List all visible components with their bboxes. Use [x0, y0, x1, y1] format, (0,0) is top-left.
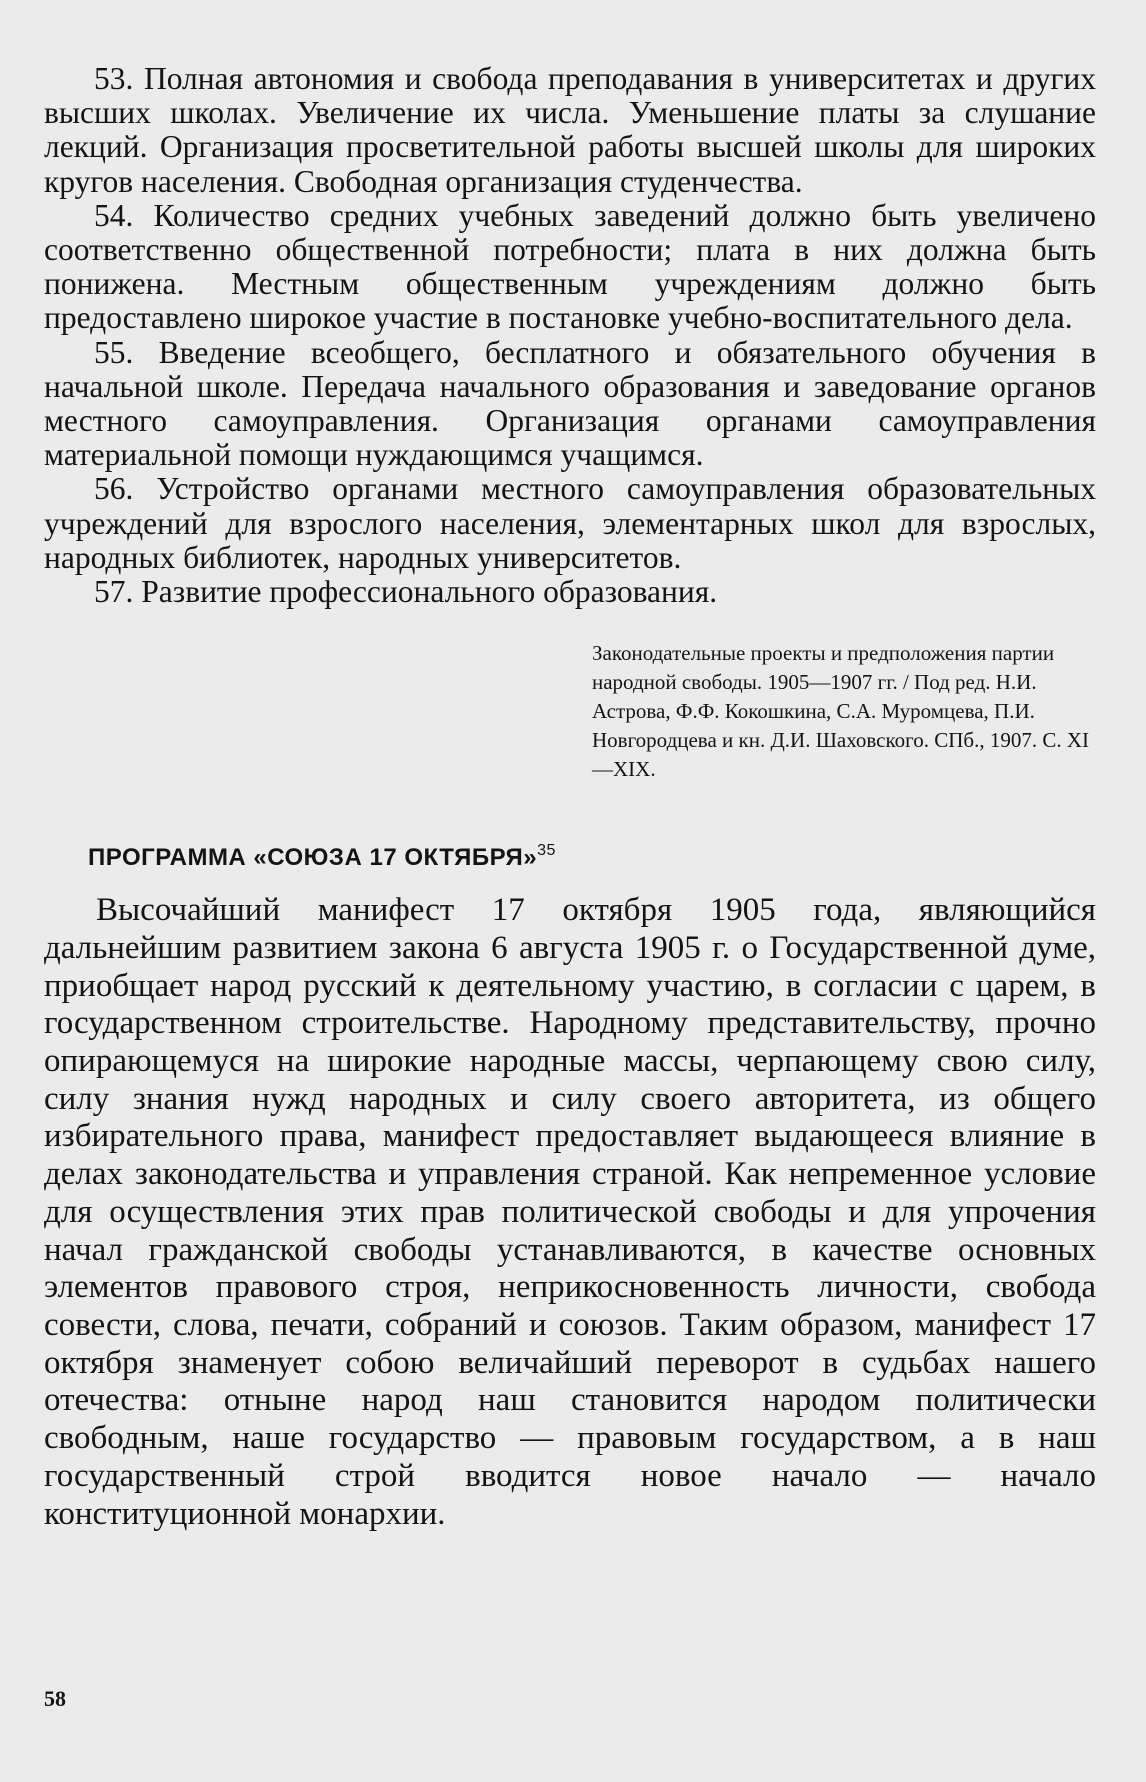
section-heading [88, 842, 1096, 872]
source-citation [592, 639, 1092, 784]
document-page [44, 62, 1096, 1533]
page-number: 58 [44, 1686, 66, 1711]
program-item-56: 56. Устройство органами местного самоуправления образовательных учреждений для взрослого населения, элементарных школ для взрослых, народных библиотек, народных университетов. [44, 471, 1096, 575]
program-item-55: 55. Введение всеобщего, бесплатного и обязательного обучения в начальной школе. Передача начального образования и заведование органов местного самоуправления. Организация органами самоуправления материальной помощи нуждающимся учащимся. [44, 334, 1096, 473]
program-item-53: 53. Полная автономия и свобода преподавания в университетах и других высших школах. Увеличение их числа. Уменьшение платы за слушание лекций. Организация просветительной работы высшей школы для широких кругов населения. Свободная организация студенчества. [44, 61, 1096, 199]
footnote-reference: 35 [537, 842, 556, 860]
program-item-54: 54. Количество средних учебных заведений должно быть увеличено соответственно общественной потребности; плата в них должна быть понижена. Местным общественным учреждениям должно быть предоставлено широкое участие в постановке учебно-воспитательного дела. [44, 197, 1096, 336]
program-item-57: 57. Развитие профессионального образования. [94, 574, 718, 610]
section-body-paragraph: Высочайший манифест 17 октября 1905 года, являющийся дальнейшим развитием закона 6 августа 1905 г. о Государственной думе, приобщает народ русский к деятельному участию, в согласии с царем, в государственном строительстве. Народному представительству, прочно опирающемуся на широкие народные массы, черпающему свою силу, силу знания нужд народных и силу своего авторитета, из общего избирательного права, манифест предоставляет выдающееся влияние в делах законодательства и управления страной. Как непременное условие для осуществления этих прав политической свободы и для упрочения начал гражданской свободы устанавливаются, в качестве основных элементов правового строя, неприкосновенность личности, свобода совести, слова, печати, собраний и союзов. Таким образом, манифест 17 октября знаменует собою величайший переворот в судьбах нашего отечества: отныне народ наш становится народом политически свободным, наше государство — правовым государством, а в наш государственный строй вводится новое начало — начало конституционной монархии. [44, 892, 1096, 1532]
section-title: ПРОГРАММА «СОЮЗА 17 ОКТЯБРЯ» [88, 844, 538, 872]
source-citation-text: Законодательные проекты и предположения партии народной свободы. 1905—1907 гг. / Под ред. Н.И. Астрова, Ф.Ф. Кокошкина, С.А. Муромцева, П.И. Новгородцева и кн. Д.И. Шаховского. СПб., 1907. С. XI—XIX. [592, 641, 1090, 782]
